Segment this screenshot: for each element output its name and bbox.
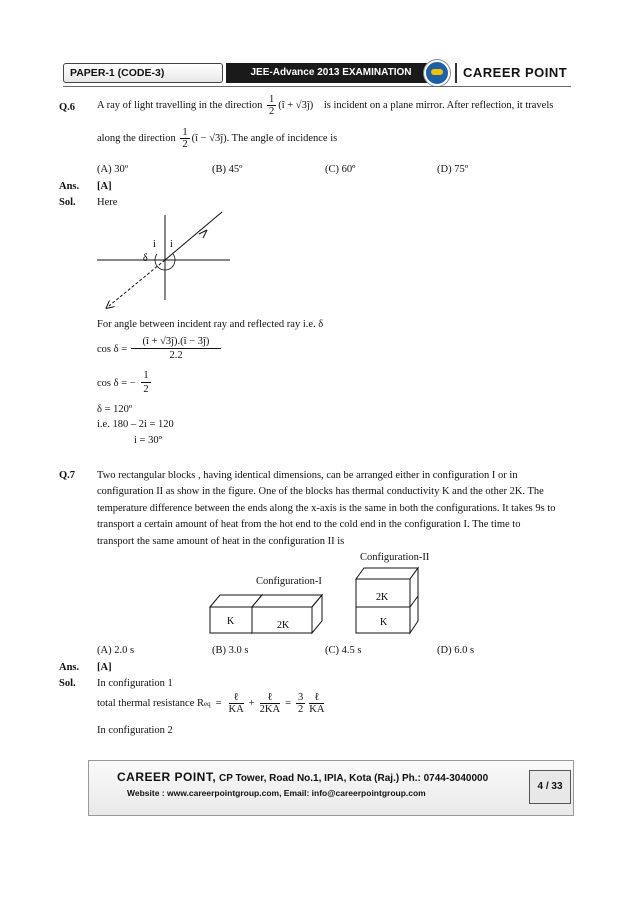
fraction [180,127,189,150]
footer-web: Website : www.careerpointgroup.com, Email: info@careerpointgroup.com [127,788,426,798]
fraction-den: 2KA [259,704,281,715]
footer-address-text: CP Tower, Road No.1, IPIA, Kota (Raj.) Ph.: 0744-3040000 [218,773,489,784]
fraction-den: 2 [297,704,304,715]
fraction-num: ℓ [309,692,324,704]
fraction-den: 2 [143,384,149,395]
answer-value: [A] [97,181,112,192]
footer-brand: CAREER POINT, [117,770,217,784]
sol-line: δ = 120º [97,404,133,415]
block-k-label: K [227,616,235,627]
question-number: Q.7 [59,470,76,481]
sol-line: i = 30º [134,435,162,446]
fraction-num: 1 [141,369,151,383]
q7-line: configuration II as show in the figure. One of the blocks has thermal conductivity K and the other 2K. The [97,486,544,497]
vector: (î + √3ĵ) [278,99,314,111]
dot-product-fraction [131,335,221,363]
q6-text: is incident on a plane mirror. After reflection, it travels [323,99,554,111]
cos-delta-value: cos δ = − [97,378,136,389]
option-c: (C) 60º [325,164,356,175]
fraction-den: 2 [182,139,188,150]
fraction-num: 1 [268,94,275,105]
option-d: (D) 6.0 s [437,645,475,656]
cos-delta-label: cos δ = [97,344,128,355]
option-c: (C) 4.5 s [325,645,362,656]
eq-sign: = [215,698,222,709]
fraction [309,692,324,715]
angle-i-right: i [170,239,173,250]
incident-ray [165,212,222,260]
solution-here: Here [97,197,118,208]
eq-sign: = [285,698,291,709]
answer-label: Ans. [59,181,80,192]
fraction [260,692,280,715]
block-2k-label: 2K [277,620,290,631]
angle-i-left: i [153,239,156,250]
q7-line: transport a certain amount of heat from the hot end to the cold end in the configuration I. The time to [97,519,521,530]
q6-line1 [97,94,553,117]
footer-address [117,770,488,784]
fraction-num: 1 [182,127,188,138]
brand-name: CAREER POINT [463,65,568,80]
sol-line: i.e. 180 – 2i = 120 [97,419,174,430]
fraction-num: ℓ [229,692,244,704]
q6-text: A ray of light travelling in the direction [97,99,263,111]
answer-label: Ans. [59,662,80,673]
fraction [296,692,305,715]
page-number: 4 / 33 [529,770,571,804]
eq-subscript: eq [204,699,211,708]
half-fraction [141,369,151,397]
option-b: (B) 3.0 s [212,645,249,656]
eq-text: total thermal resistance R [97,698,205,709]
vector: (î − √3ĵ) [191,132,227,144]
sol-line: In configuration 1 [97,678,173,689]
q6-text: . The angle of incidence is [226,132,338,144]
fraction-den: 2 [268,106,275,117]
block-side [410,568,418,633]
reflection-diagram [95,210,235,310]
config1-title: Configuration-I [256,576,322,587]
block-k-label: K [380,617,388,628]
q7-line: temperature difference between the ends along the x-axis is the same in both the configurations. It takes 9s to [97,503,556,514]
career-point-logo-icon [424,60,450,86]
fraction [267,94,276,117]
answer-value: [A] [97,662,112,673]
angle-delta: δ [143,253,148,264]
exam-title: JEE-Advance 2013 EXAMINATION [226,63,436,83]
question-number: Q.6 [59,102,76,113]
option-b: (B) 45º [212,164,243,175]
solution-label: Sol. [59,197,76,208]
option-a: (A) 30º [97,164,128,175]
fraction-num: (î + √3ĵ).(î − 3ĵ) [131,335,221,349]
header-rule [63,86,571,87]
sol-line: In configuration 2 [97,725,173,736]
page-footer [88,760,574,816]
reflected-ray [109,260,165,306]
option-a: (A) 2.0 s [97,645,135,656]
sol-line: For angle between incident ray and reflected ray i.e. δ [97,319,324,330]
q6-line2 [97,127,337,150]
resistance-equation [97,692,326,715]
fraction-den: KA [228,704,244,715]
header-divider [455,63,457,83]
page-header [63,63,571,85]
fraction-den: 2.2 [169,350,183,361]
paper-code-label: PAPER-1 (CODE-3) [63,63,223,83]
solution-label: Sol. [59,678,76,689]
fraction [229,692,244,715]
fraction-den: KA [309,704,325,715]
block-top [356,568,418,579]
blocks-diagram [200,565,430,637]
fraction-num: 3 [297,692,304,703]
option-d: (D) 75º [437,164,468,175]
block-top [252,595,322,607]
block-2k-label: 2K [376,592,389,603]
config2-title: Configuration-II [360,552,430,563]
fraction-num: ℓ [260,692,280,704]
eq-sign: + [248,698,255,709]
q7-line: transport the same amount of heat in the configuration II is [97,536,345,547]
q7-line: Two rectangular blocks , having identical dimensions, can be arranged either in configuration I or in [97,470,518,481]
q6-text: along the direction [97,132,176,144]
